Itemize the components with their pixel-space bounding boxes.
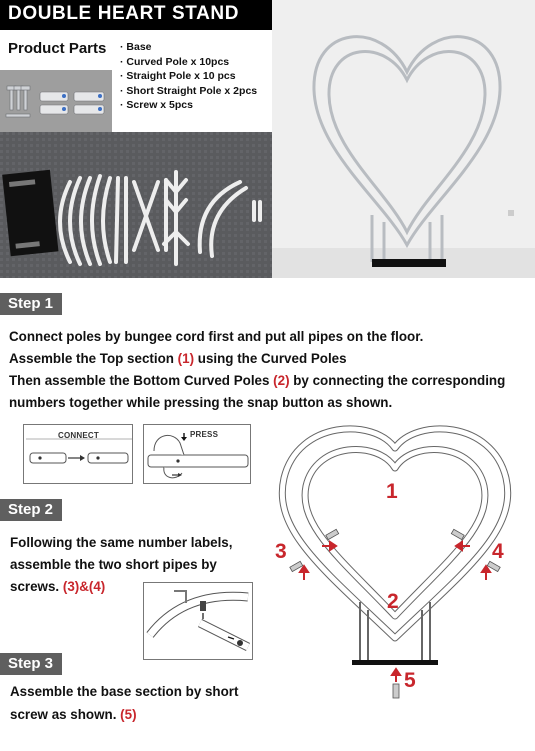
parts-item: · Straight Pole x 10 pcs — [120, 69, 257, 84]
step-1-text-line — [9, 351, 347, 366]
step-2-label: Step 2 — [0, 499, 62, 521]
diagram-label-3: 3 — [275, 540, 287, 563]
heart-assembly-diagram — [262, 420, 535, 740]
parts-kit-photo — [0, 132, 272, 278]
label-ref-3-4: (3)&(4) — [62, 579, 106, 594]
text-segment: Then assemble the Bottom Curved Poles — [9, 373, 274, 388]
press-label: PRESS — [190, 430, 219, 439]
diagram-label-5: 5 — [404, 669, 416, 692]
connect-label: CONNECT — [58, 431, 99, 440]
parts-item: · Screw x 5pcs — [120, 98, 257, 113]
parts-list — [120, 40, 257, 113]
diagram-label-4: 4 — [492, 540, 504, 563]
title-bar — [0, 0, 272, 30]
text-segment: Assemble the Top section — [9, 351, 178, 366]
parts-item: · Short Straight Pole x 2pcs — [120, 84, 257, 99]
screw-detail-illustration — [143, 582, 253, 660]
step-1-label: Step 1 — [0, 293, 62, 315]
heart-stand-photo — [272, 0, 535, 278]
step-3-text-line: Assemble the base section by short — [10, 684, 239, 699]
text-segment: screw as shown. — [10, 707, 121, 722]
screws-photo — [0, 70, 112, 132]
product-parts-heading: Product Parts — [8, 40, 107, 57]
step-3-label: Step 3 — [0, 653, 62, 675]
step-1-text-line: numbers together while pressing the snap button as shown. — [9, 395, 393, 410]
text-segment: screws. — [10, 579, 63, 594]
step-2-text-line — [10, 579, 105, 594]
parts-item: · Curved Pole x 10pcs — [120, 55, 257, 70]
step-2-text-line: assemble the two short pipes by — [10, 557, 217, 572]
label-ref-1: (1) — [177, 351, 195, 366]
text-segment: by connecting the corresponding — [289, 373, 506, 388]
label-ref-5: (5) — [120, 707, 137, 722]
step-2-text-line: Following the same number labels, — [10, 535, 233, 550]
page-title: DOUBLE HEART STAND — [8, 3, 240, 24]
text-segment: using the Curved Poles — [194, 351, 347, 366]
step-3-text-line — [10, 707, 137, 722]
step-1-text-line — [9, 373, 505, 388]
diagram-label-2: 2 — [387, 590, 399, 613]
step-1-text-line: Connect poles by bungee cord first and put all pipes on the floor. — [9, 329, 424, 344]
parts-item: · Base — [120, 40, 257, 55]
press-illustration — [143, 424, 251, 484]
diagram-label-1: 1 — [386, 480, 398, 503]
label-ref-2: (2) — [273, 373, 290, 388]
connect-illustration — [23, 424, 133, 484]
